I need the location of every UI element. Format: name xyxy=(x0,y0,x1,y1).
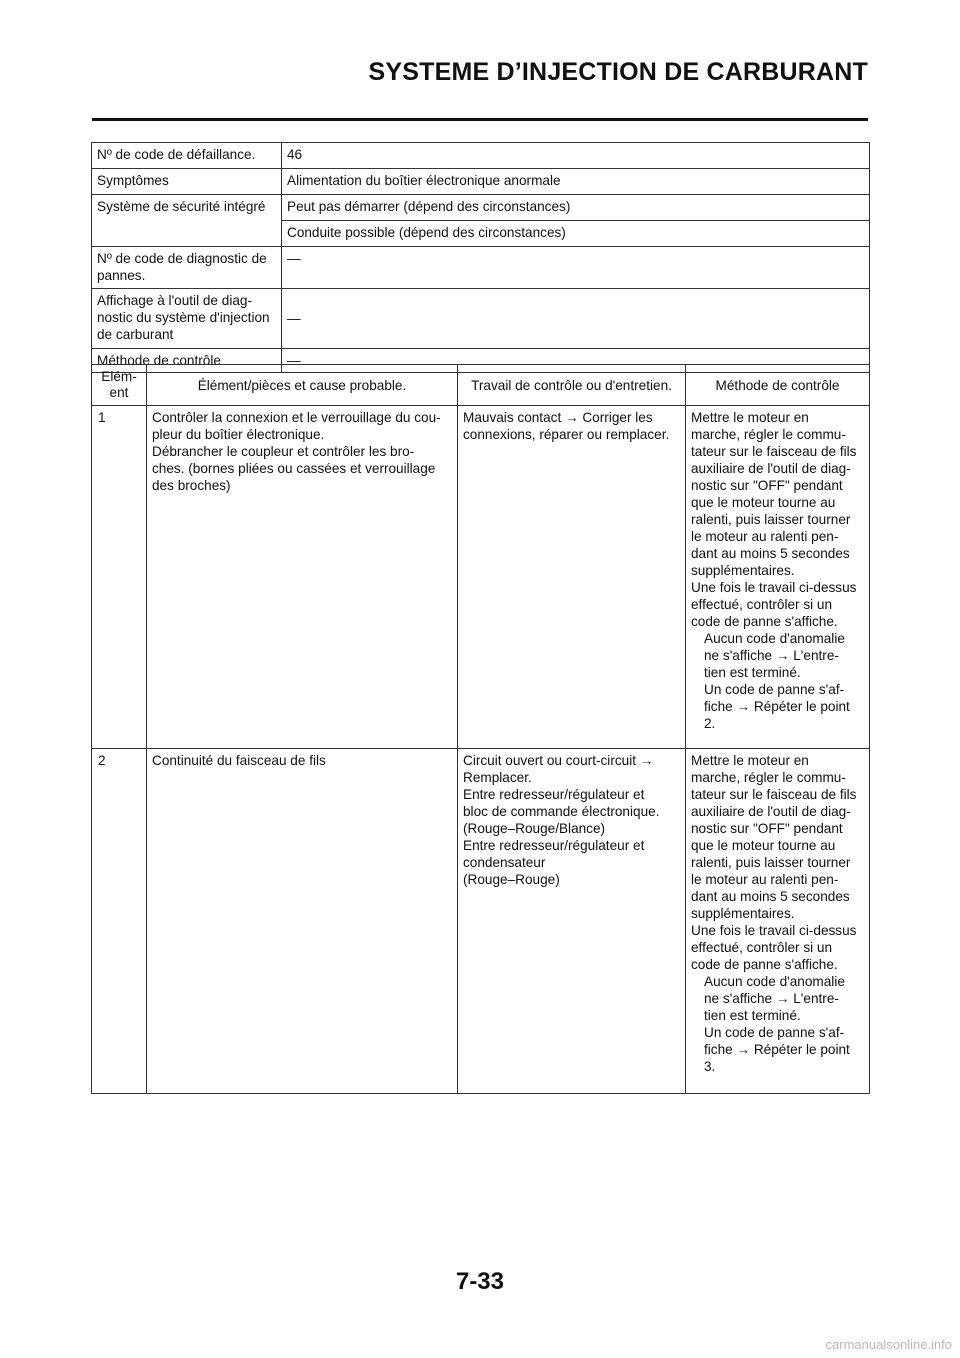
work-line: connexions, réparer ou remplacer. xyxy=(463,427,670,442)
header-element-line: ent xyxy=(109,385,129,400)
method-line: Mettre le moteur en xyxy=(691,410,809,425)
method-line: ralenti, puis laisser tourner xyxy=(691,512,851,527)
failsafe-value-drive: Conduite possible (dépend des circonstances) xyxy=(282,221,870,247)
method-line: Une fois le travail ci-dessus xyxy=(691,923,857,938)
step-work xyxy=(458,406,686,749)
method-result-line: 3. xyxy=(704,1059,716,1074)
page-title: SYSTEME D’INJECTION DE CARBURANT xyxy=(368,58,868,86)
method-line: code de panne s'affiche. xyxy=(691,614,838,629)
step-work xyxy=(458,749,686,1094)
symptoms-label: Symptômes xyxy=(92,169,282,195)
method-line: que le moteur tourne au xyxy=(691,838,836,853)
table-row xyxy=(92,406,870,749)
method-line: dant au moins 5 secondes xyxy=(691,546,850,561)
work-line: (Rouge–Rouge/Blance) xyxy=(463,821,606,836)
display-value: — xyxy=(282,289,870,349)
method-line: code de panne s'affiche. xyxy=(691,957,838,972)
step-cause xyxy=(147,406,458,749)
method-line: ralenti, puis laisser tourner xyxy=(691,855,851,870)
cause-line: ches. (bornes pliées ou cassées et verrouillage xyxy=(152,461,436,476)
info-row-display xyxy=(92,289,870,349)
inspection-steps-table xyxy=(91,364,870,1094)
symptoms-value: Alimentation du boîtier électronique anormale xyxy=(282,169,870,195)
header-work: Travail de contrôle ou d'entretien. xyxy=(458,365,686,406)
method-line: marche, régler le commu- xyxy=(691,427,846,442)
fault-info-table xyxy=(91,142,870,373)
steps-header-row xyxy=(92,365,870,406)
work-line: Entre redresseur/régulateur et xyxy=(463,787,645,802)
work-line: Mauvais contact → Corriger les xyxy=(463,410,653,425)
work-line: condensateur xyxy=(463,855,546,870)
method-result-line: tien est terminé. xyxy=(704,665,801,680)
method-result-line: 2. xyxy=(704,716,716,731)
method-line: auxiliaire de l'outil de diag- xyxy=(691,461,851,476)
method-result-line: fiche → Répéter le point xyxy=(704,1042,850,1057)
method-result-line: Aucun code d'anomalie xyxy=(704,974,845,989)
method-line: effectué, contrôler si un xyxy=(691,597,833,612)
work-line: (Rouge–Rouge) xyxy=(463,872,560,887)
code-label: Nº de code de défaillance. xyxy=(92,143,282,169)
info-row-failsafe xyxy=(92,195,870,221)
cause-line: des broches) xyxy=(152,478,231,493)
method-line: que le moteur tourne au xyxy=(691,495,836,510)
method-value: — xyxy=(282,349,870,373)
method-line: supplémentaires. xyxy=(691,563,795,578)
step-method xyxy=(686,406,870,749)
display-label xyxy=(92,289,282,349)
method-label: Méthode de contrôle xyxy=(92,349,282,373)
method-line: effectué, contrôler si un xyxy=(691,940,833,955)
method-line: Une fois le travail ci-dessus xyxy=(691,580,857,595)
header-element-line: Elém- xyxy=(101,369,137,384)
header-method: Méthode de contrôle xyxy=(686,365,870,406)
cause-line: Continuité du faisceau de fils xyxy=(152,753,326,768)
cause-line: pleur du boîtier électronique. xyxy=(152,427,325,442)
method-result-line: ne s'affiche → L'entre- xyxy=(704,648,839,663)
page-number: 7-33 xyxy=(455,1268,505,1295)
method-line: Mettre le moteur en xyxy=(691,753,809,768)
step-method xyxy=(686,749,870,1094)
work-line: bloc de commande électronique. xyxy=(463,804,660,819)
method-line: dant au moins 5 secondes xyxy=(691,889,850,904)
method-result-line: Un code de panne s'af- xyxy=(704,1025,845,1040)
method-result-line: ne s'affiche → L'entre- xyxy=(704,991,839,1006)
method-result-line: Un code de panne s'af- xyxy=(704,682,845,697)
method-line: nostic sur "OFF" pendant xyxy=(691,478,843,493)
info-row-symptoms xyxy=(92,169,870,195)
method-line: auxiliaire de l'outil de diag- xyxy=(691,804,851,819)
failsafe-value-start: Peut pas démarrer (dépend des circonstances) xyxy=(282,195,870,221)
step-cause xyxy=(147,749,458,1094)
method-result-line: Aucun code d'anomalie xyxy=(704,631,845,646)
diag-code-value: — xyxy=(282,247,870,289)
header-element xyxy=(92,365,147,406)
step-number: 2 xyxy=(92,749,147,1094)
method-line: supplémentaires. xyxy=(691,906,795,921)
work-line: Entre redresseur/régulateur et xyxy=(463,838,645,853)
cause-line: Contrôler la connexion et le verrouillage du cou- xyxy=(152,410,441,425)
table-row xyxy=(92,749,870,1094)
failsafe-label: Système de sécurité intégré xyxy=(92,195,282,247)
display-label-line: Affichage à l'outil de diag- xyxy=(97,293,253,308)
method-line: le moteur au ralenti pen- xyxy=(691,529,839,544)
step-number: 1 xyxy=(92,406,147,749)
method-line: le moteur au ralenti pen- xyxy=(691,872,839,887)
work-line: Circuit ouvert ou court-circuit → xyxy=(463,753,654,768)
display-label-line: nostic du système d'injection xyxy=(97,310,270,325)
title-rule xyxy=(92,118,868,121)
work-line: Remplacer. xyxy=(463,770,532,785)
method-line: marche, régler le commu- xyxy=(691,770,846,785)
code-value: 46 xyxy=(282,143,870,169)
watermark: carmanualsonline.info xyxy=(825,1337,952,1352)
diag-code-label: Nº de code de diagnostic de pannes. xyxy=(92,247,282,289)
display-label-line: de carburant xyxy=(97,327,174,342)
method-line: tateur sur le faisceau de fils xyxy=(691,444,857,459)
header-parts-cause: Élément/pièces et cause probable. xyxy=(147,365,458,406)
method-result-line: tien est terminé. xyxy=(704,1008,801,1023)
method-line: tateur sur le faisceau de fils xyxy=(691,787,857,802)
cause-line: Débrancher le coupleur et contrôler les bro- xyxy=(152,444,415,459)
method-result-line: fiche → Répéter le point xyxy=(704,699,850,714)
info-row-code xyxy=(92,143,870,169)
method-line: nostic sur "OFF" pendant xyxy=(691,821,843,836)
info-row-diag-code xyxy=(92,247,870,289)
